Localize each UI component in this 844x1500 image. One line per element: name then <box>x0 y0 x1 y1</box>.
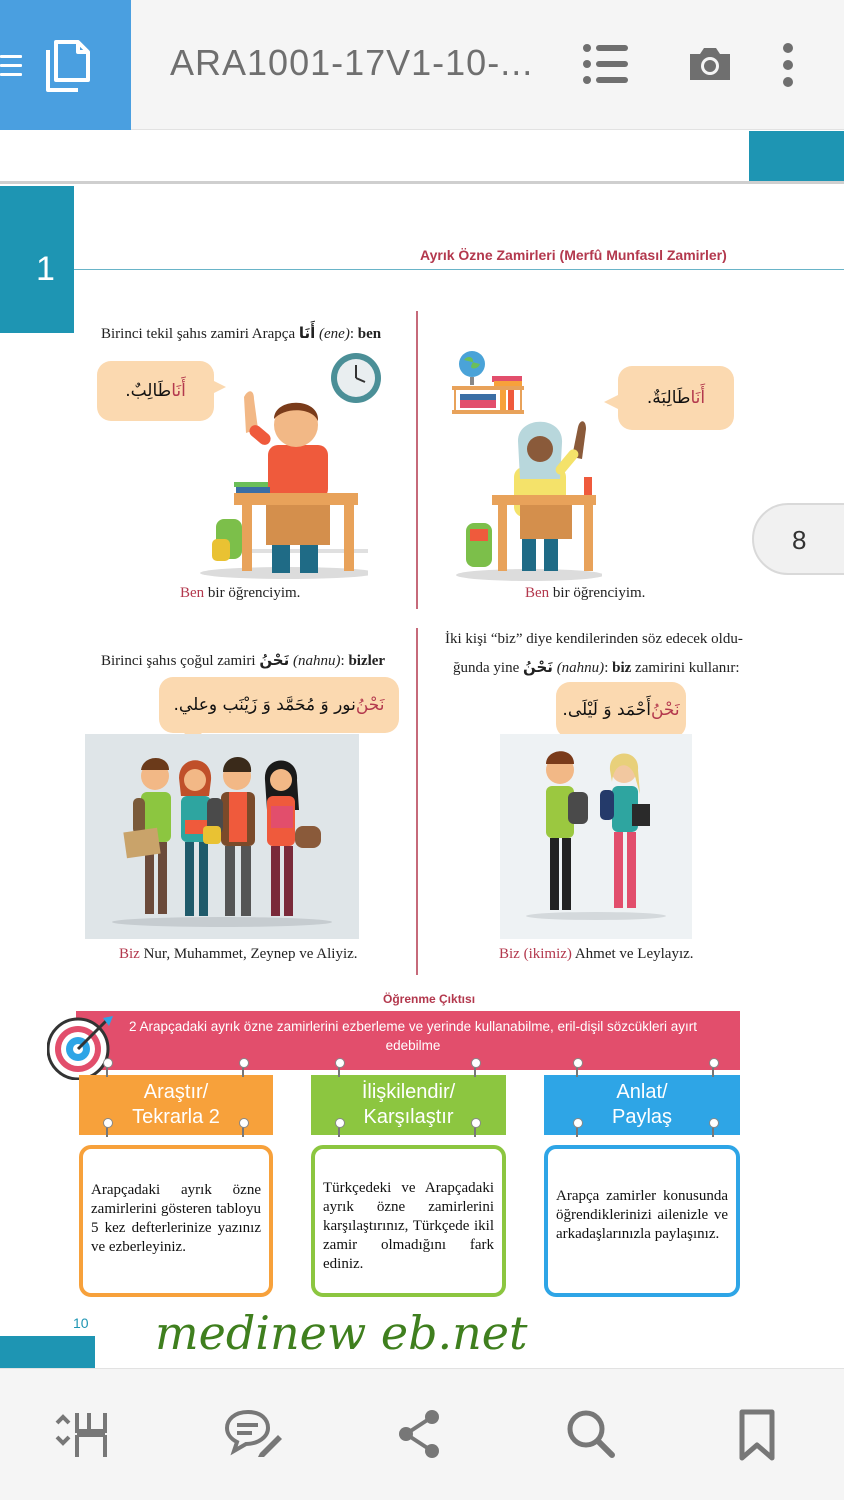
watermark-text: medinew eb.net <box>155 1306 528 1360</box>
q4-intro-arabic: نَحْنُ <box>522 658 553 676</box>
q4-intro-translit: (nahnu) <box>556 660 605 676</box>
activity-1-title-line1: Araştır/ <box>143 1081 209 1103</box>
q2-bubble-red: أَنَا <box>690 388 706 408</box>
list-icon[interactable] <box>582 42 630 86</box>
search-icon[interactable] <box>566 1409 616 1459</box>
activity-2-body: Türkçedeki ve Arapçadaki ayrık özne zamirlerini karşılaştırınız, Türkçede ikil zamir olmadığını fark ediniz. <box>323 1180 494 1272</box>
pin-connector <box>106 1063 108 1077</box>
pin-connector <box>474 1063 476 1077</box>
q1-bubble-red: أَنَا <box>171 381 186 401</box>
q3-intro-bold: bizler <box>348 653 386 669</box>
q2-speech-bubble <box>618 366 734 430</box>
activity-box-research <box>79 1145 273 1297</box>
girl-student-illustration <box>452 419 602 581</box>
q4-intro-colon: : <box>604 660 613 676</box>
two-students-illustration <box>500 734 692 939</box>
q3-caption-red: Biz <box>119 946 140 962</box>
bookmark-icon[interactable] <box>739 1409 775 1461</box>
activity-3-body: Arapça zamirler konusunda öğrendiklerinizi ailenizle ve arkadaşlarınızla paylaşınız. <box>556 1188 728 1242</box>
pin-connector <box>242 1063 244 1077</box>
section-title: Ayrık Özne Zamirleri (Merfû Munfasıl Zamirler) <box>420 247 727 263</box>
chapter-number: 1 <box>36 250 55 288</box>
q4-speech-bubble <box>556 682 686 738</box>
boy-student-illustration <box>188 389 368 581</box>
q3-bubble-text: نور وَ مُحَمَّد وَ زَيْنَب وعلي. <box>173 695 356 715</box>
q1-intro <box>101 324 381 343</box>
q4-intro-text: ğunda yine <box>453 660 523 676</box>
pin-connector <box>576 1123 578 1137</box>
camera-icon[interactable] <box>688 46 732 82</box>
pdf-page[interactable] <box>0 131 844 1368</box>
q3-intro-arabic: نَحْنُ <box>259 651 290 669</box>
share-icon[interactable] <box>398 1409 442 1459</box>
activity-2-title-line1: İlişkilendir/ <box>361 1081 456 1103</box>
q3-intro-colon: : <box>340 653 349 669</box>
outcome-label: Öğrenme Çıktısı <box>383 992 476 1006</box>
q1-caption-red: Ben <box>180 585 205 601</box>
q3-bubble-red: نَحْنُ <box>355 695 385 715</box>
pin-connector <box>338 1123 340 1137</box>
q1-bubble-text: طَالِبٌ. <box>125 381 172 401</box>
q3-intro <box>101 651 385 670</box>
q3-caption <box>119 946 358 963</box>
title-rule <box>74 269 844 270</box>
bottom-navigation <box>0 1368 844 1500</box>
q1-intro-text: Birinci tekil şahıs zamiri Arapça <box>101 326 299 342</box>
side-page-number: 8 <box>792 525 807 555</box>
group-of-four-students-illustration <box>85 734 359 939</box>
globe-bookshelf-illustration <box>452 348 526 414</box>
q4-caption-red: Biz (ikimiz) <box>499 946 572 962</box>
outcome-text: 2 Arapçadaki ayrık özne zamirlerini ezberleme ve yerinde kullanabilme, eril-dişil sözcükleri ayırt edebilme <box>129 1019 697 1053</box>
toolbar-left-block <box>0 0 131 130</box>
watermark <box>155 1305 605 1365</box>
q4-intro-post: zamirini kullanır: <box>631 660 740 676</box>
q4-caption <box>499 946 694 963</box>
q4-caption-text: Ahmet ve Leylayız. <box>571 946 694 962</box>
side-page-tab[interactable] <box>752 503 844 575</box>
pin-connector <box>106 1123 108 1137</box>
q4-bubble-text: أَحْمَد وَ لَيْلَى. <box>562 700 651 720</box>
page-navigation-icon[interactable] <box>55 1409 107 1459</box>
activity-box-share <box>544 1145 740 1297</box>
pin-connector <box>712 1123 714 1137</box>
column-divider-top <box>416 311 418 609</box>
q2-caption-red: Ben <box>525 585 550 601</box>
annotate-icon[interactable] <box>224 1409 282 1459</box>
q1-caption <box>180 585 300 602</box>
activity-3-title-line2: Paylaş <box>611 1106 673 1128</box>
q4-intro-bold: biz <box>612 660 632 676</box>
q3-intro-text: Birinci şahıs çoğul zamiri <box>101 653 260 669</box>
page-separator <box>0 181 844 184</box>
q1-intro-translit: (ene) <box>319 326 350 342</box>
pin-connector <box>576 1063 578 1077</box>
activity-2-title-line2: Karşılaştır <box>363 1106 454 1128</box>
page-number-bar <box>0 1336 95 1368</box>
top-corner-bar <box>749 131 844 181</box>
pin-connector <box>242 1123 244 1137</box>
q4-intro-line2 <box>453 658 740 677</box>
pin-connector <box>712 1063 714 1077</box>
q4-intro-line1: İki kişi “biz” diye kendilerinden söz edecek oldu- <box>445 631 743 647</box>
q2-bubble-text: طَالِبَةٌ. <box>646 388 691 408</box>
q2-caption-text: bir öğrenciyim. <box>549 585 646 601</box>
app-toolbar <box>0 0 844 130</box>
outcome-banner <box>76 1011 740 1070</box>
q1-intro-bold: ben <box>357 326 382 342</box>
hamburger-icon[interactable] <box>0 55 22 77</box>
q1-caption-text: bir öğrenciyim. <box>204 585 301 601</box>
q1-intro-arabic: أَنَا <box>298 324 316 342</box>
pin-connector <box>474 1123 476 1137</box>
chapter-tab <box>0 186 74 333</box>
pin-connector <box>338 1063 340 1077</box>
document-title: ARA1001-17V1-10-... <box>170 42 534 83</box>
documents-icon[interactable] <box>44 40 90 92</box>
more-vertical-icon[interactable] <box>782 42 794 88</box>
q2-caption <box>525 585 645 602</box>
q3-speech-bubble <box>159 677 399 733</box>
column-divider-bottom <box>416 628 418 975</box>
activity-box-relate <box>311 1145 506 1297</box>
q3-caption-text: Nur, Muhammet, Zeynep ve Aliyiz. <box>139 946 358 962</box>
q1-intro-colon: : <box>349 326 358 342</box>
activity-3-title-line1: Anlat/ <box>616 1081 668 1103</box>
q4-bubble-red: نَحْنُ <box>650 700 680 720</box>
page-number: 10 <box>73 1315 89 1331</box>
activity-1-body: Arapçadaki ayrık özne zamirlerini gösteren tabloyu 5 kez defterlerinize yazınız ve ezberleyiniz. <box>91 1182 261 1255</box>
activity-1-title-line2: Tekrarla 2 <box>132 1106 220 1128</box>
q3-intro-translit: (nahnu) <box>293 653 341 669</box>
